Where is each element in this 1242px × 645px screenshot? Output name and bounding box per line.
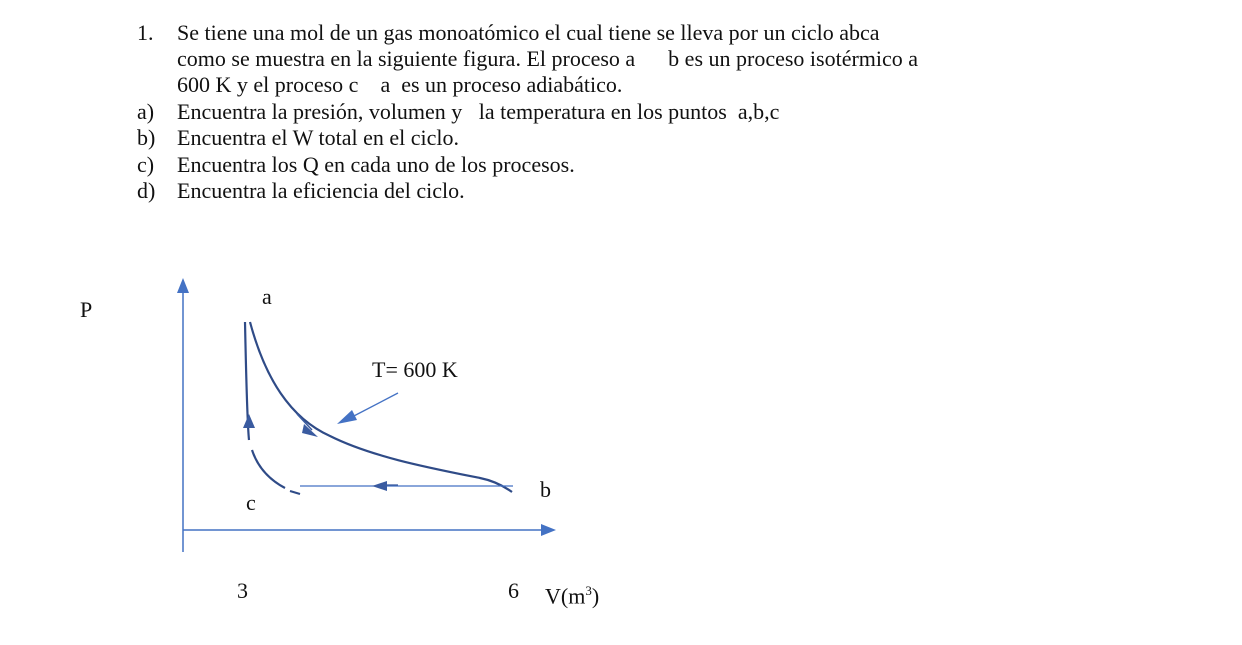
point-b-label: b <box>540 477 551 502</box>
isotherm-label-pointer-head <box>337 410 357 424</box>
problem-line-3: 600 K y el proceso c a es un proceso adiabático. <box>177 72 623 97</box>
x-axis-label-close: ) <box>591 583 600 609</box>
tick-v1-label: 3 <box>237 578 248 603</box>
y-axis-label: P <box>80 297 93 322</box>
tick-v2-label: 6 <box>508 578 519 603</box>
question-c-text: Encuentra los Q en cada uno de los procesos. <box>177 152 575 177</box>
problem-number: 1. <box>137 20 154 45</box>
x-axis-label <box>545 578 599 609</box>
x-axis-arrow-head <box>541 524 556 536</box>
question-a-letter: a) <box>137 99 155 124</box>
question-d-letter: d) <box>137 178 156 203</box>
isotherm-label-pointer <box>350 393 398 418</box>
problem-line-1: Se tiene una mol de un gas monoatómico el cual tiene se lleva por un ciclo abca <box>177 20 880 45</box>
point-c-label: c <box>246 490 256 515</box>
y-axis-arrow-head <box>177 278 189 293</box>
isobar-direction-arrow <box>372 481 387 491</box>
isotherm-curve-ab <box>250 322 512 492</box>
question-d-text: Encuentra la eficiencia del ciclo. <box>177 178 465 203</box>
isotherm-direction-arrow <box>302 424 318 437</box>
question-c-letter: c) <box>137 152 155 177</box>
isotherm-label: T= 600 K <box>372 357 458 382</box>
question-a-text: Encuentra la presión, volumen y la temperatura en los puntos a,b,c <box>177 99 780 124</box>
x-axis-label-base: V(m <box>545 583 586 609</box>
adiabat-curve-tail <box>290 491 300 494</box>
adiabat-direction-arrow <box>243 414 255 428</box>
problem-line-2: como se muestra en la siguiente figura. El proceso a b es un proceso isotérmico a <box>177 46 919 71</box>
x-axis-label-exponent: 3 <box>585 583 592 598</box>
question-b-text: Encuentra el W total en el ciclo. <box>177 125 460 150</box>
adiabat-curve-lower <box>252 450 285 488</box>
point-a-label: a <box>262 284 272 309</box>
question-b-letter: b) <box>137 125 156 150</box>
